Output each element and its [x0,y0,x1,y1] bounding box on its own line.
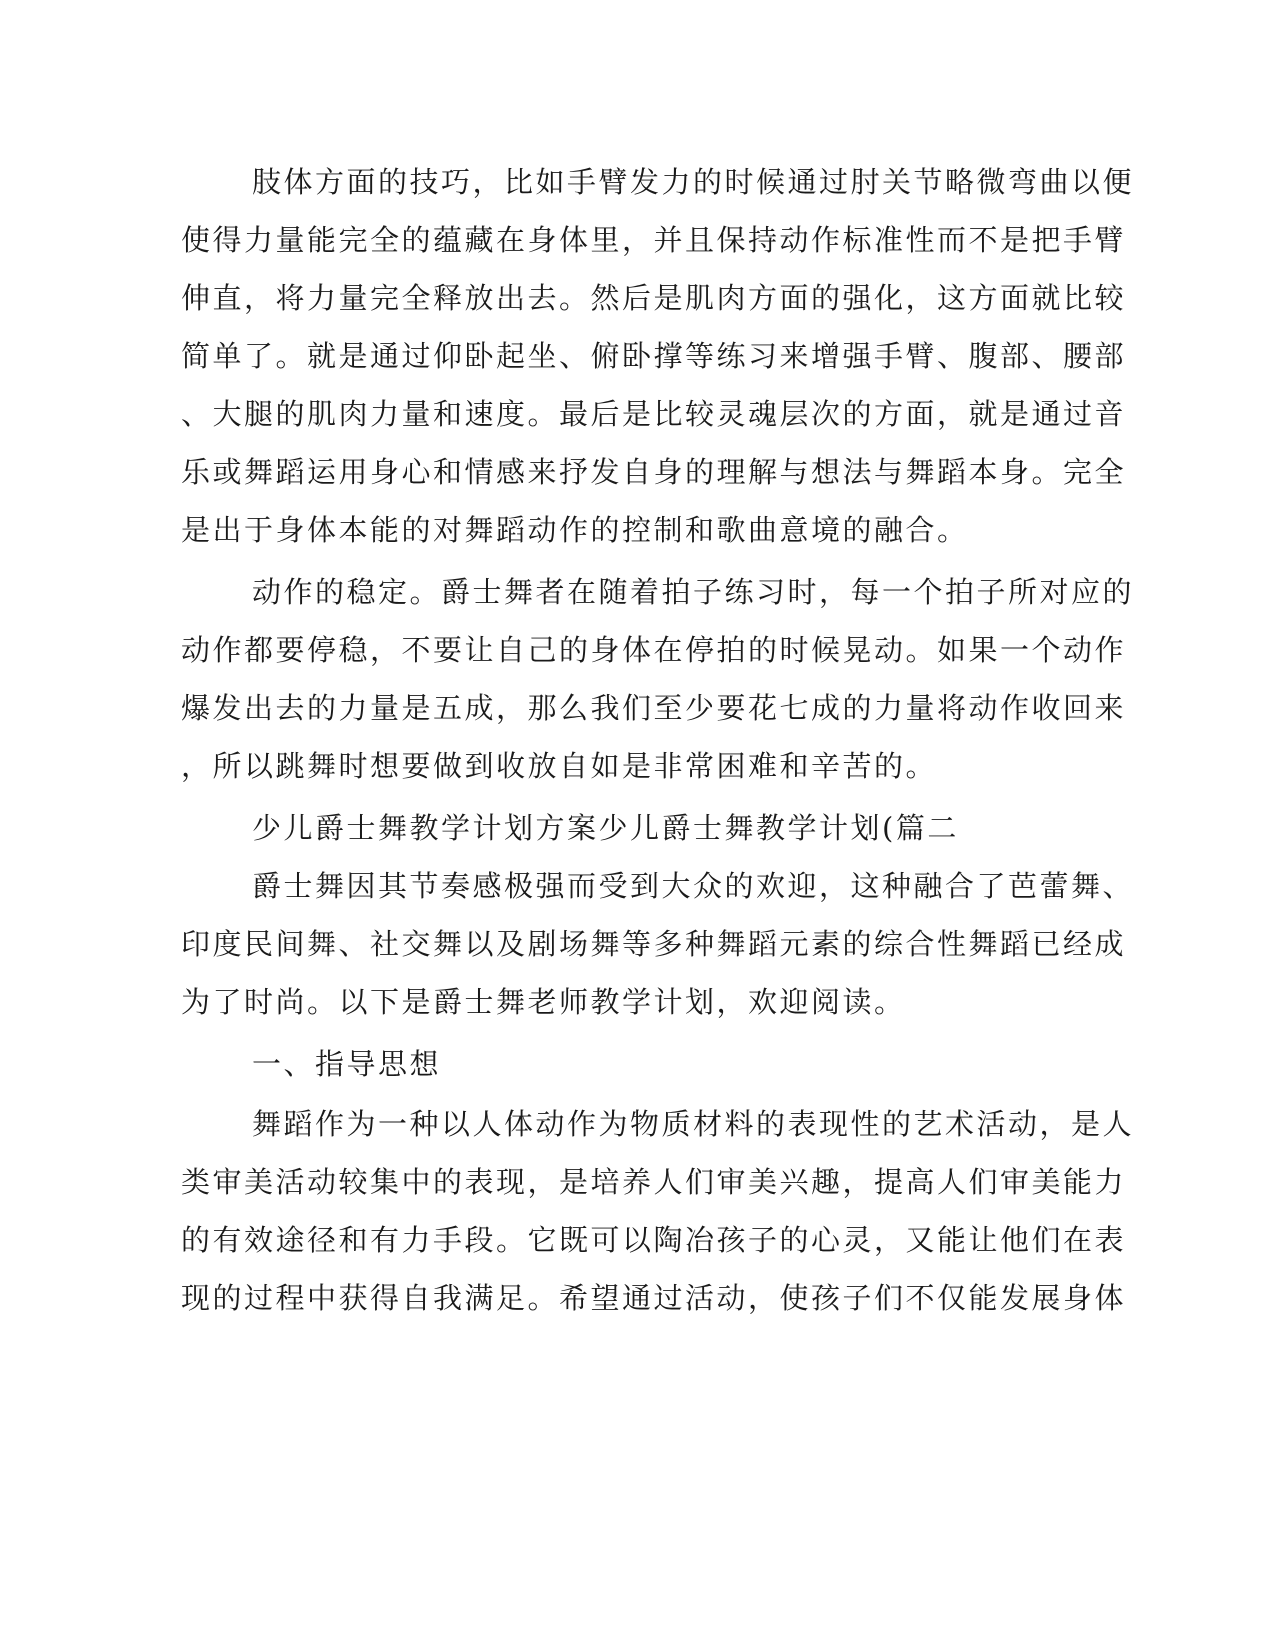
text-line: 简单了。就是通过仰卧起坐、俯卧撑等练习来增强手臂、腹部、腰部 [181,339,1127,373]
text-line: 肢体方面的技巧，比如手臂发力的时候通过肘关节略微弯曲以便 [252,165,1135,199]
text-line: 的有效途径和有力手段。它既可以陶冶孩子的心灵，又能让他们在表 [181,1223,1127,1257]
text-line: 乐或舞蹈运用身心和情感来抒发自身的理解与想法与舞蹈本身。完全 [181,455,1127,489]
text-line: ，所以跳舞时想要做到收放自如是非常困难和辛苦的。 [181,749,938,783]
text-line: 动作都要停稳，不要让自己的身体在停拍的时候晃动。如果一个动作 [181,633,1127,667]
text-line: 使得力量能完全的蕴藏在身体里，并且保持动作标准性而不是把手臂 [181,223,1127,257]
text-line: 伸直，将力量完全释放出去。然后是肌肉方面的强化，这方面就比较 [181,281,1127,315]
text-line: 类审美活动较集中的表现，是培养人们审美兴趣，提高人们审美能力 [181,1165,1127,1199]
text-line: 爆发出去的力量是五成，那么我们至少要花七成的力量将动作收回来 [181,691,1127,725]
section-heading: 一、指导思想 [252,1047,442,1081]
text-line: 印度民间舞、社交舞以及剧场舞等多种舞蹈元素的综合性舞蹈已经成 [181,927,1127,961]
text-line: 为了时尚。以下是爵士舞老师教学计划，欢迎阅读。 [181,985,906,1019]
text-line: 、大腿的肌肉力量和速度。最后是比较灵魂层次的方面，就是通过音 [181,397,1127,431]
text-line: 爵士舞因其节奏感极强而受到大众的欢迎，这种融合了芭蕾舞、 [252,869,1135,903]
section-title: 少儿爵士舞教学计划方案少儿爵士舞教学计划(篇二 [252,811,959,845]
text-line: 现的过程中获得自我满足。希望通过活动，使孩子们不仅能发展身体 [181,1281,1127,1315]
text-line: 动作的稳定。爵士舞者在随着拍子练习时，每一个拍子所对应的 [252,575,1135,609]
text-line: 是出于身体本能的对舞蹈动作的控制和歌曲意境的融合。 [181,513,969,547]
text-line: 舞蹈作为一种以人体动作为物质材料的表现性的艺术活动，是人 [252,1107,1135,1141]
